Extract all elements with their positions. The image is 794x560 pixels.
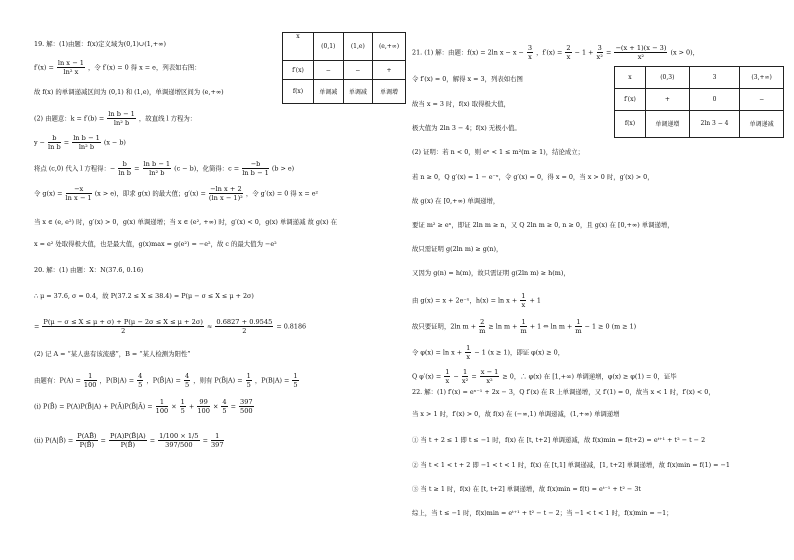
- p21-line3: 故当 x = 3 时，f(x) 取得极大值，: [412, 100, 511, 108]
- p22-line1: 22. 解：(1) f′(x) = eˣ⁻¹ + 2x − 3，Q f′(x) 在 R 上单调递增，又 f′(1) = 0，故当 x < 1 时，f′(x) < 0，: [412, 388, 715, 396]
- fraction: $\frac{1}{5}$: [180, 398, 185, 415]
- fraction: $\frac{\text{ln b − 1}}{\text{ln² b}}$: [108, 110, 135, 127]
- fraction: $\frac{b}{\text{ln b}}$: [48, 134, 61, 151]
- p20-line2: ∴ μ = 37.6, σ = 0.4，故 P(37.2 ≤ X ≤ 38.4) = P(μ − σ ≤ X ≤ μ + 2σ): [34, 292, 254, 300]
- fraction: $\frac{-(x + 1)(x - 3)}{\text{x²}}$: [615, 44, 667, 61]
- p22-line4: ② 当 t < 1 < t + 2 即 −1 < t < 1 时，f(x) 在 [t,1] 单调递减，[1, t+2] 单调递增，故 f(x)min = f(1) = −1: [412, 461, 730, 469]
- table-header-cell: (1,e): [343, 33, 373, 61]
- table-cell: 单调递减: [740, 110, 784, 137]
- fraction: $\frac{1/100 \times 1/5}{397/500}$: [159, 432, 199, 449]
- fraction: $\frac{-x}{\text{ln x − 1}}$: [65, 185, 92, 202]
- fraction: $\frac{1}{\text{x²}}$: [461, 368, 469, 385]
- fraction: $\frac{0.6827 + 0.9545}{2}$: [216, 318, 273, 335]
- p19-line7: 令 g(x) = $\frac{-x}{\text{ln x − 1}}$ (x > e)，即求 g(x) 的最大值；g′(x) = $\frac{\text{−ln x + 2}}{\text{(ln x − 1)²}}$ ，令 g′(x) = 0 得 x = e²: [34, 185, 319, 202]
- p19-line4: (2) 由题意：k = f′(b) = $\frac{\text{ln b − 1}}{\text{ln² b}}$ ，故直线 l 方程为：: [34, 110, 197, 127]
- fraction: $\frac{1}{m}$: [520, 318, 527, 335]
- fraction: $\frac{1}{397}$: [210, 432, 224, 449]
- fraction: $\frac{4}{5}$: [184, 372, 190, 389]
- fraction: $\frac{99}{100}$: [197, 398, 210, 415]
- p19-line8: 当 x ∈ (e, e²) 时，g′(x) > 0，g(x) 单调递增；当 x ∈ (e², +∞) 时，g′(x) < 0，g(x) 单调递减 故 g(x) 在: [34, 218, 338, 226]
- p21-line6: 若 n ≥ 0，Q g′(x) = 1 − e⁻ˣ，令 g′(x) = 0，得 x = 0，当 x > 0 时，g′(x) > 0，: [412, 173, 654, 181]
- table-cell: 单调递增: [646, 110, 690, 137]
- fraction: $\frac{\text{−ln x + 2}}{\text{(ln x − 1)²}}$: [208, 185, 243, 202]
- table-header-cell: 3: [689, 67, 740, 89]
- table-cell: 单调增: [373, 80, 406, 104]
- p21-line4: 极大值为 2ln 3 − 4；f(x) 无极小值。: [412, 124, 521, 132]
- fraction: $\frac{1}{5}$: [246, 372, 251, 389]
- p21-line8: 要证 m² ≥ eⁿ，即证 2ln m ≥ n，又 Q 2ln m ≥ 0, n ≥ 0，且 g(x) 在 [0,+∞) 单调递增，: [412, 221, 674, 229]
- fraction: $\frac{\text{ln x − 1}}{\text{ln² x}}$: [57, 59, 84, 76]
- table-header-cell: (0,3): [646, 67, 690, 89]
- p20-line3: = $\frac{P(\mu - \sigma \le X \le \mu + \sigma) + P(\mu - 2\sigma \le X \le \mu + 2\sigma)}{2}$ ≈ $\frac{0.6827 + 0.9545}{2}$ = 0.8186: [34, 318, 307, 335]
- fraction: $\frac{P(AB̄)}{P(B̄)}$: [77, 432, 97, 449]
- fraction: $\frac{1}{100}$: [155, 398, 169, 415]
- p20-line7: (ii) P(A|B̄) = $\frac{P(AB̄)}{P(B̄)}$ = $\frac{P(A)P(B̄|A)}{P(B̄)}$ = $\frac{1/100 \times 1/5}{397/500}$ = $\frac{1}{397}$: [34, 432, 224, 449]
- fraction: $\frac{1}{x}$: [445, 368, 450, 385]
- p21-line11: 由 g(x) = x + 2e⁻ˣ，h(x) = ln x + $\frac{1}{x}$ + 1: [412, 292, 541, 309]
- p22-line3: ① 当 t + 2 ≤ 1 即 t ≤ −1 时，f(x) 在 [t, t+2] 单调递减，故 f(x)min = f(t+2) = eᵗ⁺¹ + t² − t − 2: [412, 436, 706, 444]
- table-cell: f(x): [283, 80, 314, 104]
- p19-line1: 19. 解：(1)由题：f(x)定义域为(0,1)∪(1,+∞): [34, 40, 166, 48]
- table-header-cell: (3,+∞): [740, 67, 784, 89]
- p21-line14: Q φ′(x) = $\frac{1}{x}$ − $\frac{1}{\text{x²}}$ = $\frac{x - 1}{\text{x²}}$ ≥ 0，∴ φ(x) 在 [1,+∞) 单调递增，φ(x) ≥ φ(1) = 0，证毕: [412, 368, 677, 385]
- fraction: $\frac{4}{5}$: [138, 372, 143, 389]
- p19-line6: 将点 (c,0) 代入 l 方程得：− $\frac{b}{\text{ln b}}$ = $\frac{\text{ln b − 1}}{\text{ln² b}}$ (c − b)，化简得：c = $\frac{-b}{\text{ln b − 1}}$ (b > e): [34, 160, 295, 177]
- fraction: $\frac{1}{100}$: [83, 372, 97, 389]
- fraction: $\frac{\text{ln b − 1}}{\text{ln² b}}$: [143, 160, 171, 177]
- variation-table-19: [282, 32, 406, 104]
- fraction: $\frac{3}{\text{x²}}$: [596, 44, 603, 61]
- table-cell: −: [343, 61, 373, 80]
- fraction: $\frac{1}{x}$: [466, 344, 471, 361]
- p21-line9: 故只需证明 g(2ln m) ≥ g(n)，: [412, 245, 503, 253]
- fraction: $\frac{2}{m}$: [479, 318, 486, 335]
- fraction: $\frac{4}{5}$: [222, 398, 227, 415]
- p22-line5: ③ 当 t ≥ 1 时，f(x) 在 [t, t+2] 单调递增，故 f(x)min = f(t) = eᵗ⁻¹ + t² − 3t: [412, 485, 641, 493]
- p22-line6: 综上，当 t ≤ −1 时，f(x)min = eᵗ⁺¹ + t² − t − 2；当 −1 < t < 1 时，f(x)min = −1；: [412, 509, 673, 517]
- p20-line1: 20. 解：(1) 由题：X：N(37.6, 0.16): [34, 266, 144, 274]
- table-cell: 2ln 3 − 4: [689, 110, 740, 137]
- fraction: $\frac{x - 1}{\text{x²}}$: [480, 368, 499, 385]
- p21-line5: (2) 证明：若 n < 0，则 eⁿ < 1 ≤ m²(m ≥ 1)，结论成立；: [412, 148, 585, 156]
- p21-line12: 故只要证明，2ln m + $\frac{2}{m}$ ≥ ln m + $\frac{1}{m}$ + 1 ⇔ ln m + $\frac{1}{m}$ − 1 ≥ 0 (m ≥ 1): [412, 318, 637, 335]
- fraction: $\frac{-b}{\text{ln b − 1}}$: [242, 160, 269, 177]
- p21-line1: 21. (1) 解：由题：f(x) = 2ln x − x − $\frac{3}{x}$ ，f′(x) = $\frac{2}{x}$ − 1 + $\frac{3}{\text{x²}}$ = $\frac{-(x + 1)(x - 3)}{\text{x²}}$ (x > 0)，: [412, 44, 699, 61]
- table-cell: 单调减: [314, 80, 344, 104]
- table-header-cell: x: [283, 33, 314, 61]
- fraction: $\frac{1}{x}$: [521, 292, 526, 309]
- p21-line10: 又因为 g(n) = h(m)，故只需证明 g(2ln m) ≥ h(m)，: [412, 269, 570, 277]
- p21-line2: 令 f′(x) = 0，解得 x = 3，列表如右图: [412, 75, 523, 83]
- fraction: $\frac{2}{x}$: [566, 44, 571, 61]
- p19-line2: f′(x) = $\frac{\text{ln x − 1}}{\text{ln² x}}$ ，令 f′(x) = 0 得 x = e，列表如右图：: [34, 59, 201, 76]
- table-cell: +: [646, 88, 690, 110]
- table-cell: f(x): [615, 110, 646, 137]
- table-cell: 0: [689, 88, 740, 110]
- table-header-cell: x: [615, 67, 646, 89]
- variation-table-21: [614, 66, 784, 138]
- table-header-cell: (e,+∞): [373, 33, 406, 61]
- table-cell: −: [740, 88, 784, 110]
- p19-line5: y − $\frac{b}{\text{ln b}}$ = $\frac{\text{ln b − 1}}{\text{ln² b}}$ (x − b): [34, 134, 126, 151]
- fraction: $\frac{1}{5}$: [293, 372, 298, 389]
- p20-line5: 由题有：P(A) = $\frac{1}{100}$ ，P(B|A) = $\frac{4}{5}$ ，P(B̄|A) = $\frac{4}{5}$ ，则有 P(B̄|A) = $\frac{1}{5}$ ，P(B|A) = $\frac{1}{5}$: [34, 372, 298, 389]
- fraction: $\frac{1}{m}$: [575, 318, 582, 335]
- fraction: $\frac{3}{x}$: [527, 44, 533, 61]
- fraction: $\frac{b}{\text{ln b}}$: [118, 160, 132, 177]
- p19-line3: 故 f(x) 的单调递减区间为 (0,1) 和 (1,e)，单调递增区间为 (e,+∞): [34, 88, 224, 96]
- table-cell: f′(x): [283, 61, 314, 80]
- p19-line9: x = e² 处取得极大值，也是最大值，g(x)max = g(e²) = −e²，故 c 的最大值为 −e²: [34, 240, 277, 248]
- table-cell: f′(x): [615, 88, 646, 110]
- fraction: $\frac{397}{500}$: [240, 398, 253, 415]
- p20-line4: (2) 记 A = “某人患有该流感”，B = “某人检测为阳性”: [34, 350, 191, 358]
- fraction: $\frac{P(A)P(B̄|A)}{P(B̄)}$: [109, 432, 146, 449]
- fraction: $\frac{\text{ln b − 1}}{\text{ln² b}}$: [73, 134, 100, 151]
- p21-line13: 令 φ(x) = ln x + $\frac{1}{x}$ − 1 (x ≥ 1)，即证 φ(x) ≥ 0，: [412, 344, 565, 361]
- table-cell: 单调减: [343, 80, 373, 104]
- p20-line6: (i) P(B̄) = P(A)P(B̄|A) + P(Ā)P(B̄|Ā) = $\frac{1}{100}$ × $\frac{1}{5}$ + $\frac{99}{100}$ × $\frac{4}{5}$ = $\frac{397}{500}$: [34, 398, 253, 415]
- fraction: $\frac{P(\mu - \sigma \le X \le \mu + \sigma) + P(\mu - 2\sigma \le X \le \mu + 2\sigma)}{2}$: [43, 318, 203, 335]
- table-cell: −: [314, 61, 344, 80]
- table-cell: +: [373, 61, 406, 80]
- p22-line2: 当 x > 1 时，f′(x) > 0，故 f(x) 在 (−∞,1) 单调递减，(1,+∞) 单调递增: [412, 410, 620, 418]
- p21-line7: 故 g(x) 在 [0,+∞) 单调递增，: [412, 197, 500, 205]
- table-header-cell: (0,1): [314, 33, 344, 61]
